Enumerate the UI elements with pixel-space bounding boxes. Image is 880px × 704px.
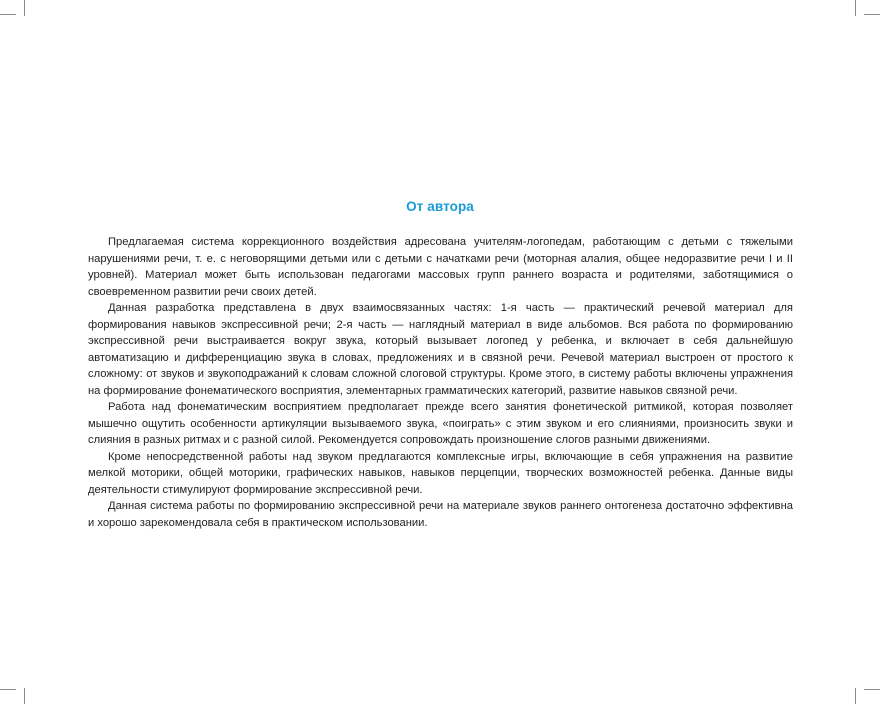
paragraph-3: Работа над фонематическим восприятием предполагает прежде всего занятия фонетической ритмикой, которая позволяет мышечно ощутить особенности артикуляции вызываемого звука, «поиграть» с этим звуком и его слияниями, произносить звуки и слияния в разных ритмах и с разной силой. Рекомендуется сопровождать произношение слогов разными движениями. [88,401,793,446]
paragraph-5: Данная система работы по формированию экспрессивной речи на материале звуков раннего онтогенеза достаточно эффективна и хорошо зарекомендовала себя в практическом использовании. [88,500,793,529]
paragraph-2: Данная разработка представлена в двух взаимосвязанных частях: 1-я часть — практический речевой материал для формирования навыков экспрессивной речи; 2-я часть — наглядный материал в виде альбомов. Вся работа по формированию экспрессивной речи выстраивается вокруг звука, который вызывает логопед у ребенка, и включает в себя дальнейшую автоматизацию и дифференциацию звука в словах, предложениях и в связной речи. Речевой материал выстроен от простого к сложному: от звуков и звукоподражаний к словам сложной слоговой структуры. Кроме этого, в систему работы включены упражнения на формирование фонематического восприятия, элементарных грамматических категорий, развитие навыков связной речи. [88,302,793,397]
page-title: От автора [406,199,474,214]
paragraph-4: Кроме непосредственной работы над звуком предлагаются комплексные игры, включающие в себя упражнения на развитие мелкой моторики, общей моторики, графических навыков, навыков перцепции, творческих возможностей ребенка. Данные виды деятельности стимулируют формирование экспрессивной речи. [88,450,793,496]
paragraph-1: Предлагаемая система коррекционного воздействия адресована учителям-логопедам, работающим с детьми с тяжелыми нарушениями речи, т. е. с неговорящими детьми или с детьми с начатками речи (моторная алалия, общее недоразвитие речи I и II уровней). Материал может быть использован педагогами массовых групп раннего возраста и родителями, заботящимися о своевременном развитии речи своих детей. [88,236,793,298]
body-text [88,234,793,531]
